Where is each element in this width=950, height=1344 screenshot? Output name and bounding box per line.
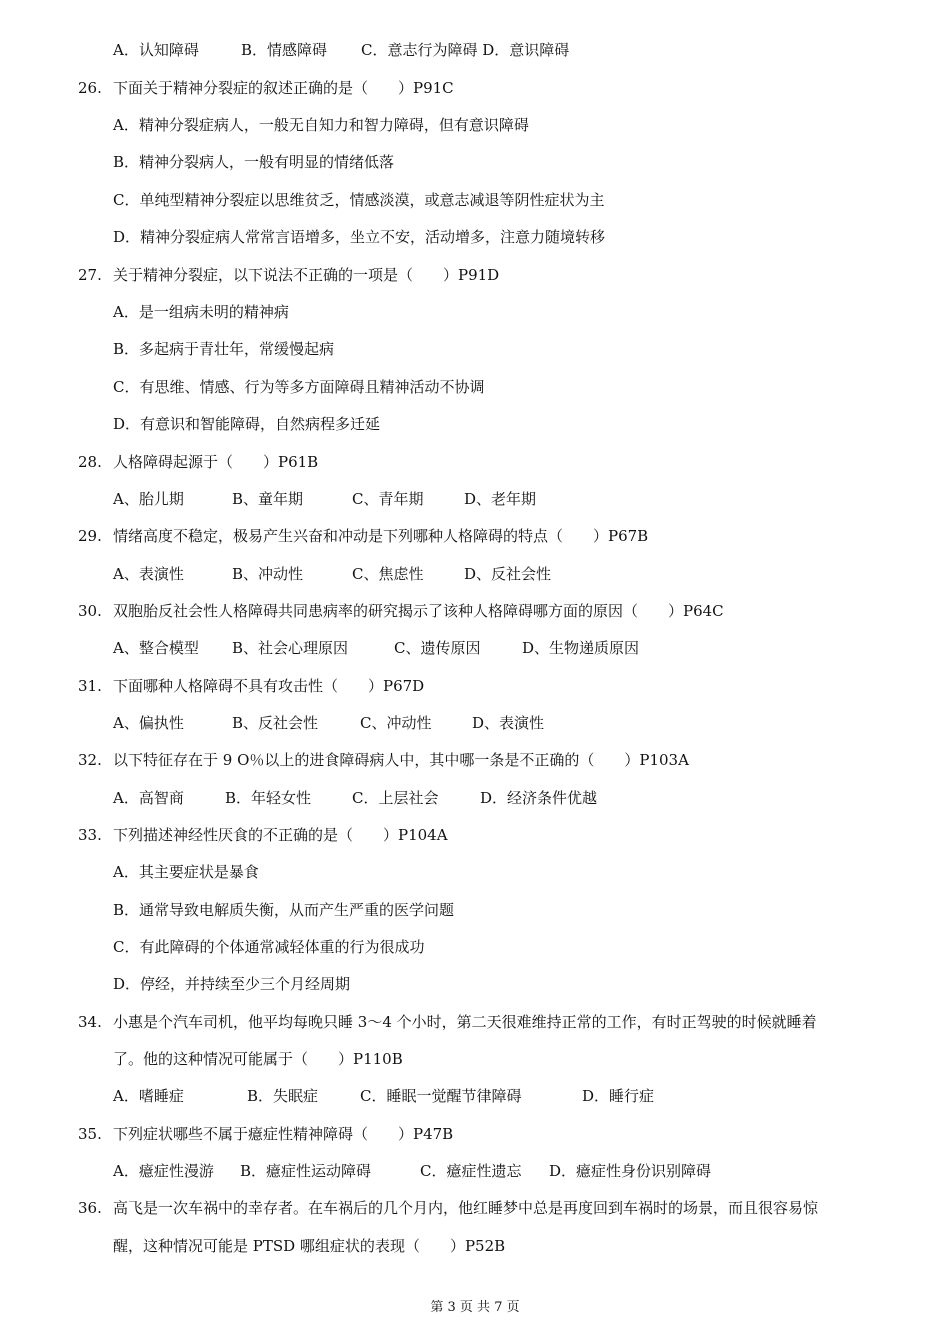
page-footer: 第 3 页 共 7 页 — [430, 1300, 520, 1315]
question-29-text: 情绪高度不稳定，极易产生兴奋和冲动是下列哪种人格障碍的特点（ ）P67B — [113, 527, 649, 545]
question-number: 30. — [78, 602, 102, 620]
question-36-text-cont: 醒，这种情况可能是 PTSD 哪组症状的表现（ ）P52B — [113, 1237, 506, 1255]
option-b: B、反社会性 — [232, 714, 319, 732]
option-b: B．通常导致电解质失衡，从而产生严重的医学问题 — [113, 901, 455, 919]
question-number: 26. — [78, 79, 102, 97]
option-a: A、偏执性 — [113, 714, 184, 732]
option-a: A．认知障碍 — [113, 41, 199, 59]
question-number: 28. — [78, 453, 102, 471]
option-b: B．多起病于青壮年，常缓慢起病 — [113, 340, 335, 358]
question-30-text: 双胞胎反社会性人格障碍共同患病率的研究揭示了该种人格障碍哪方面的原因（ ）P64C — [113, 602, 724, 620]
option-d: D．癔症性身份识别障碍 — [549, 1162, 712, 1180]
question-26-text: 下面关于精神分裂症的叙述正确的是（ ）P91C — [113, 79, 454, 97]
option-a: A．是一组病未明的精神病 — [113, 303, 289, 321]
option-b: B．情感障碍 — [241, 41, 328, 59]
option-d: D．停经，并持续至少三个月经周期 — [113, 975, 351, 993]
option-a: A、整合模型 — [113, 639, 199, 657]
question-number: 35. — [78, 1125, 102, 1143]
option-d: D、老年期 — [464, 490, 537, 508]
question-number: 36. — [78, 1199, 102, 1217]
option-c: C．单纯型精神分裂症以思维贫乏，情感淡漠，或意志减退等阴性症状为主 — [113, 191, 605, 209]
question-number: 34. — [78, 1013, 102, 1031]
option-d: D．经济条件优越 — [480, 789, 598, 807]
option-c: C、遗传原因 — [394, 639, 481, 657]
option-b: B、童年期 — [232, 490, 304, 508]
option-a: A、表演性 — [113, 565, 184, 583]
question-28-text: 人格障碍起源于（ ）P61B — [113, 453, 319, 471]
question-31-text: 下面哪种人格障碍不具有攻击性（ ）P67D — [113, 677, 425, 695]
option-c: C．睡眠一觉醒节律障碍 — [360, 1087, 522, 1105]
option-c: C、青年期 — [352, 490, 424, 508]
option-a: A．嗜睡症 — [113, 1087, 184, 1105]
option-a: A．癔症性漫游 — [113, 1162, 214, 1180]
question-34-text-cont: 了。他的这种情况可能属于（ ）P110B — [113, 1050, 403, 1068]
option-b: B．精神分裂病人，一般有明显的情绪低落 — [113, 153, 395, 171]
question-number: 31. — [78, 677, 102, 695]
question-number: 33. — [78, 826, 102, 844]
question-36-text: 高飞是一次车祸中的幸存者。在车祸后的几个月内，他红睡梦中总是再度回到车祸时的场景，而且很容易惊 — [113, 1199, 819, 1217]
question-number: 27. — [78, 266, 102, 284]
option-a: A．其主要症状是暴食 — [113, 863, 259, 881]
option-c: C．癔症性遗忘 — [420, 1162, 522, 1180]
option-c: C、冲动性 — [360, 714, 432, 732]
option-a: A、胎儿期 — [113, 490, 184, 508]
option-b: B、冲动性 — [232, 565, 304, 583]
option-a: A．高智商 — [113, 789, 184, 807]
option-c: C．有思维、情感、行为等多方面障碍且精神活动不协调 — [113, 378, 485, 396]
option-b: B．癔症性运动障碍 — [240, 1162, 372, 1180]
question-number: 32. — [78, 751, 102, 769]
option-d: D．有意识和智能障碍，自然病程多迁延 — [113, 415, 381, 433]
option-c: C．上层社会 — [352, 789, 439, 807]
question-27-text: 关于精神分裂症，以下说法不正确的一项是（ ）P91D — [113, 266, 500, 284]
option-a: A．精神分裂症病人，一般无自知力和智力障碍，但有意识障碍 — [113, 116, 529, 134]
option-d: D．精神分裂症病人常常言语增多，坐立不安，活动增多，注意力随境转移 — [113, 228, 606, 246]
question-number: 29. — [78, 527, 102, 545]
option-b: B．年轻女性 — [225, 789, 312, 807]
option-d: D、生物递质原因 — [522, 639, 640, 657]
option-b: B、社会心理原因 — [232, 639, 349, 657]
option-d: D、反社会性 — [464, 565, 552, 583]
question-34-text: 小惠是个汽车司机，他平均每晚只睡 3～4 个小时，第二天很难维持正常的工作，有时正驾驶的时候就睡着 — [113, 1013, 817, 1031]
option-c-d: C．意志行为障碍 D．意识障碍 — [361, 41, 570, 59]
option-d: D．睡行症 — [582, 1087, 655, 1105]
question-32-text: 以下特征存在于 9 O％以上的进食障碍病人中，其中哪一条是不正确的（ ）P103A — [113, 751, 689, 769]
option-c: C．有此障碍的个体通常减轻体重的行为很成功 — [113, 938, 425, 956]
option-b: B．失眠症 — [247, 1087, 319, 1105]
question-33-text: 下列描述神经性厌食的不正确的是（ ）P104A — [113, 826, 448, 844]
option-d: D、表演性 — [472, 714, 545, 732]
option-c: C、焦虑性 — [352, 565, 424, 583]
question-35-text: 下列症状哪些不属于癔症性精神障碍（ ）P47B — [113, 1125, 454, 1143]
